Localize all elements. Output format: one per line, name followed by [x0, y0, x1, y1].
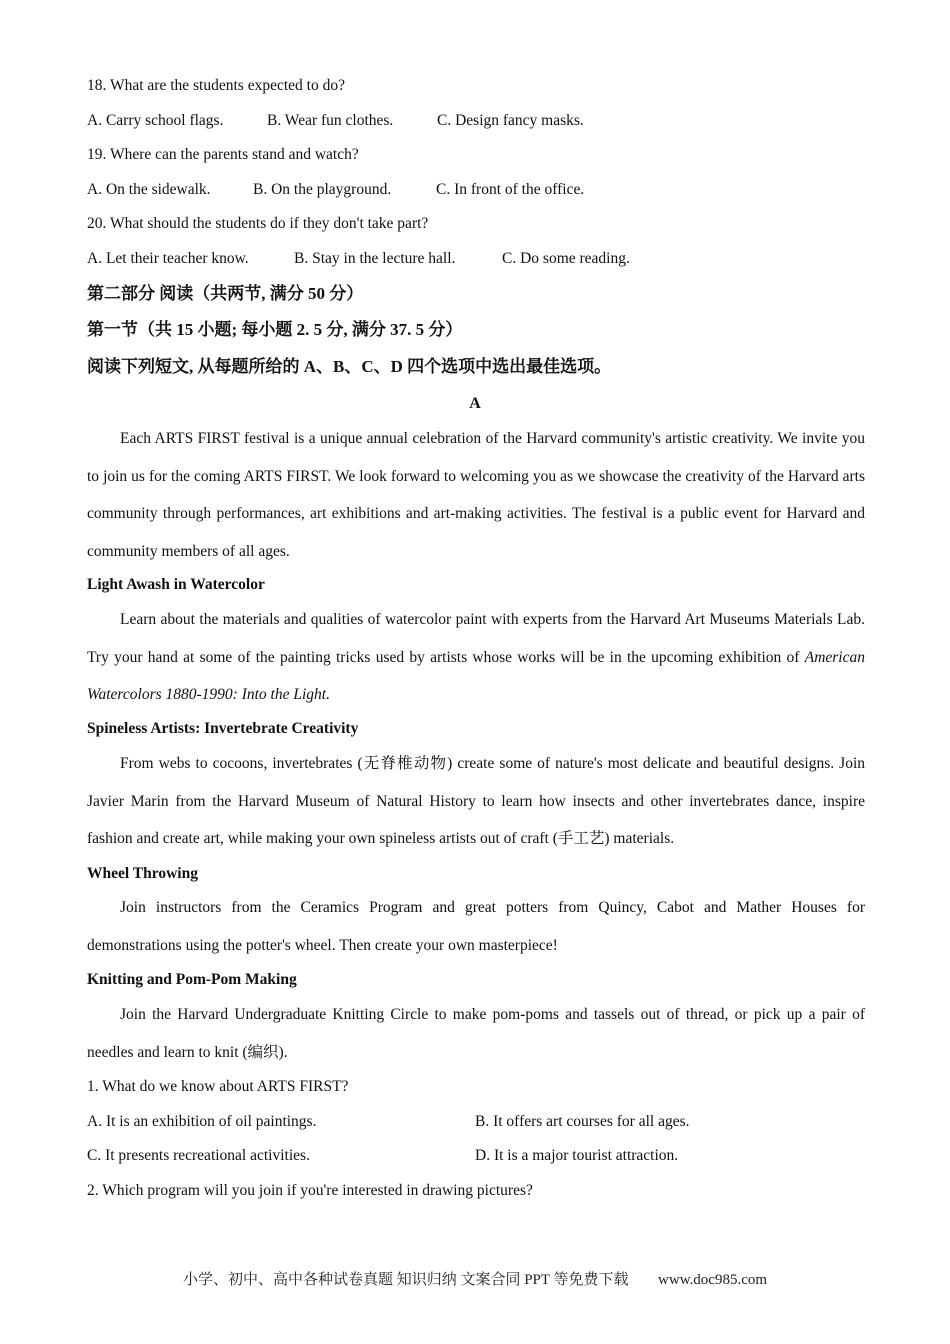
- instruction-text: 阅读下列短文, 从每题所给的 A、B、C、D 四个选项中选出最佳选项。: [87, 357, 612, 376]
- option-c: C. Design fancy masks.: [437, 112, 584, 129]
- question-18-options: [87, 111, 584, 131]
- passage-intro: Each ARTS FIRST festival is a unique annual celebration of the Harvard community's artistic creativity. We invite you to join us for the coming ARTS FIRST. We look forward to welcoming you as we showcase the creativity of the Harvard arts community through performances, art exhibitions and art-making activities. The festival is a public event for Harvard and community members of all ages.: [87, 430, 865, 560]
- section-text-knitting: Join the Harvard Undergraduate Knitting Circle to make pom-poms and tassels out of thread, or pick up a pair of needles and learn to knit (编织).: [87, 1006, 865, 1061]
- section-text-spineless: From webs to cocoons, invertebrates (无脊椎动物) create some of nature's most delicate and beautiful designs. Join Javier Marin from the Harvard Museum of Natural History to learn how insects and other invertebrates dance, inspire fashion and create art, while making your own spineless artists out of craft (手工艺) materials.: [87, 755, 865, 847]
- question-18: 18. What are the students expected to do?: [87, 77, 345, 94]
- part-2-heading: 第二部分 阅读（共两节, 满分 50 分）: [87, 284, 364, 303]
- footer-site-link[interactable]: www.doc985.com: [658, 1272, 768, 1288]
- question-19: 19. Where can the parents stand and watch?: [87, 146, 359, 163]
- section-title-knitting: Knitting and Pom-Pom Making: [87, 971, 297, 988]
- page-footer: [0, 1270, 950, 1290]
- section-text-wheel: Join instructors from the Ceramics Program and great potters from Quincy, Cabot and Mather Houses for demonstrations using the potter's wheel. Then create your own masterpiece!: [87, 899, 865, 954]
- section-text-watercolor: [87, 601, 865, 714]
- question-19-options: [87, 180, 584, 200]
- exhibition-title: American Watercolors 1880-1990: Into the Light.: [87, 648, 865, 703]
- option-a: A. Carry school flags.: [87, 112, 224, 129]
- option-c: C. Do some reading.: [502, 250, 630, 267]
- section-title-spineless: Spineless Artists: Invertebrate Creativity: [87, 720, 359, 737]
- option-a: A. Let their teacher know.: [87, 250, 249, 267]
- option-b: B. It offers art courses for all ages.: [475, 1113, 690, 1130]
- option-c: C. It presents recreational activities.: [87, 1147, 310, 1164]
- question-20-options: [87, 249, 630, 269]
- option-b: B. Wear fun clothes.: [267, 112, 394, 129]
- question-20: 20. What should the students do if they don't take part?: [87, 215, 429, 232]
- watercolor-text: Learn about the materials and qualities of watercolor paint with experts from the Harvard Art Museums Materials Lab. Try your hand at some of the painting tricks used by artists whose works will be in the upcoming exhibition of: [87, 611, 865, 666]
- option-b: B. On the playground.: [253, 181, 392, 198]
- section-title-wheel: Wheel Throwing: [87, 865, 198, 882]
- section-1-heading: 第一节（共 15 小题; 每小题 2. 5 分, 满分 37. 5 分）: [87, 320, 463, 339]
- option-b: B. Stay in the lecture hall.: [294, 250, 456, 267]
- passage-letter: A: [469, 395, 481, 412]
- footer-text: 小学、初中、高中各种试卷真题 知识归纳 文案合同 PPT 等免费下载: [182, 1272, 629, 1288]
- option-a: A. It is an exhibition of oil paintings.: [87, 1113, 317, 1130]
- section-title-watercolor: Light Awash in Watercolor: [87, 576, 265, 593]
- question-2: 2. Which program will you join if you're interested in drawing pictures?: [87, 1182, 533, 1199]
- option-c: C. In front of the office.: [436, 181, 585, 198]
- question-1: 1. What do we know about ARTS FIRST?: [87, 1078, 349, 1095]
- option-d: D. It is a major tourist attraction.: [475, 1147, 679, 1164]
- option-a: A. On the sidewalk.: [87, 181, 211, 198]
